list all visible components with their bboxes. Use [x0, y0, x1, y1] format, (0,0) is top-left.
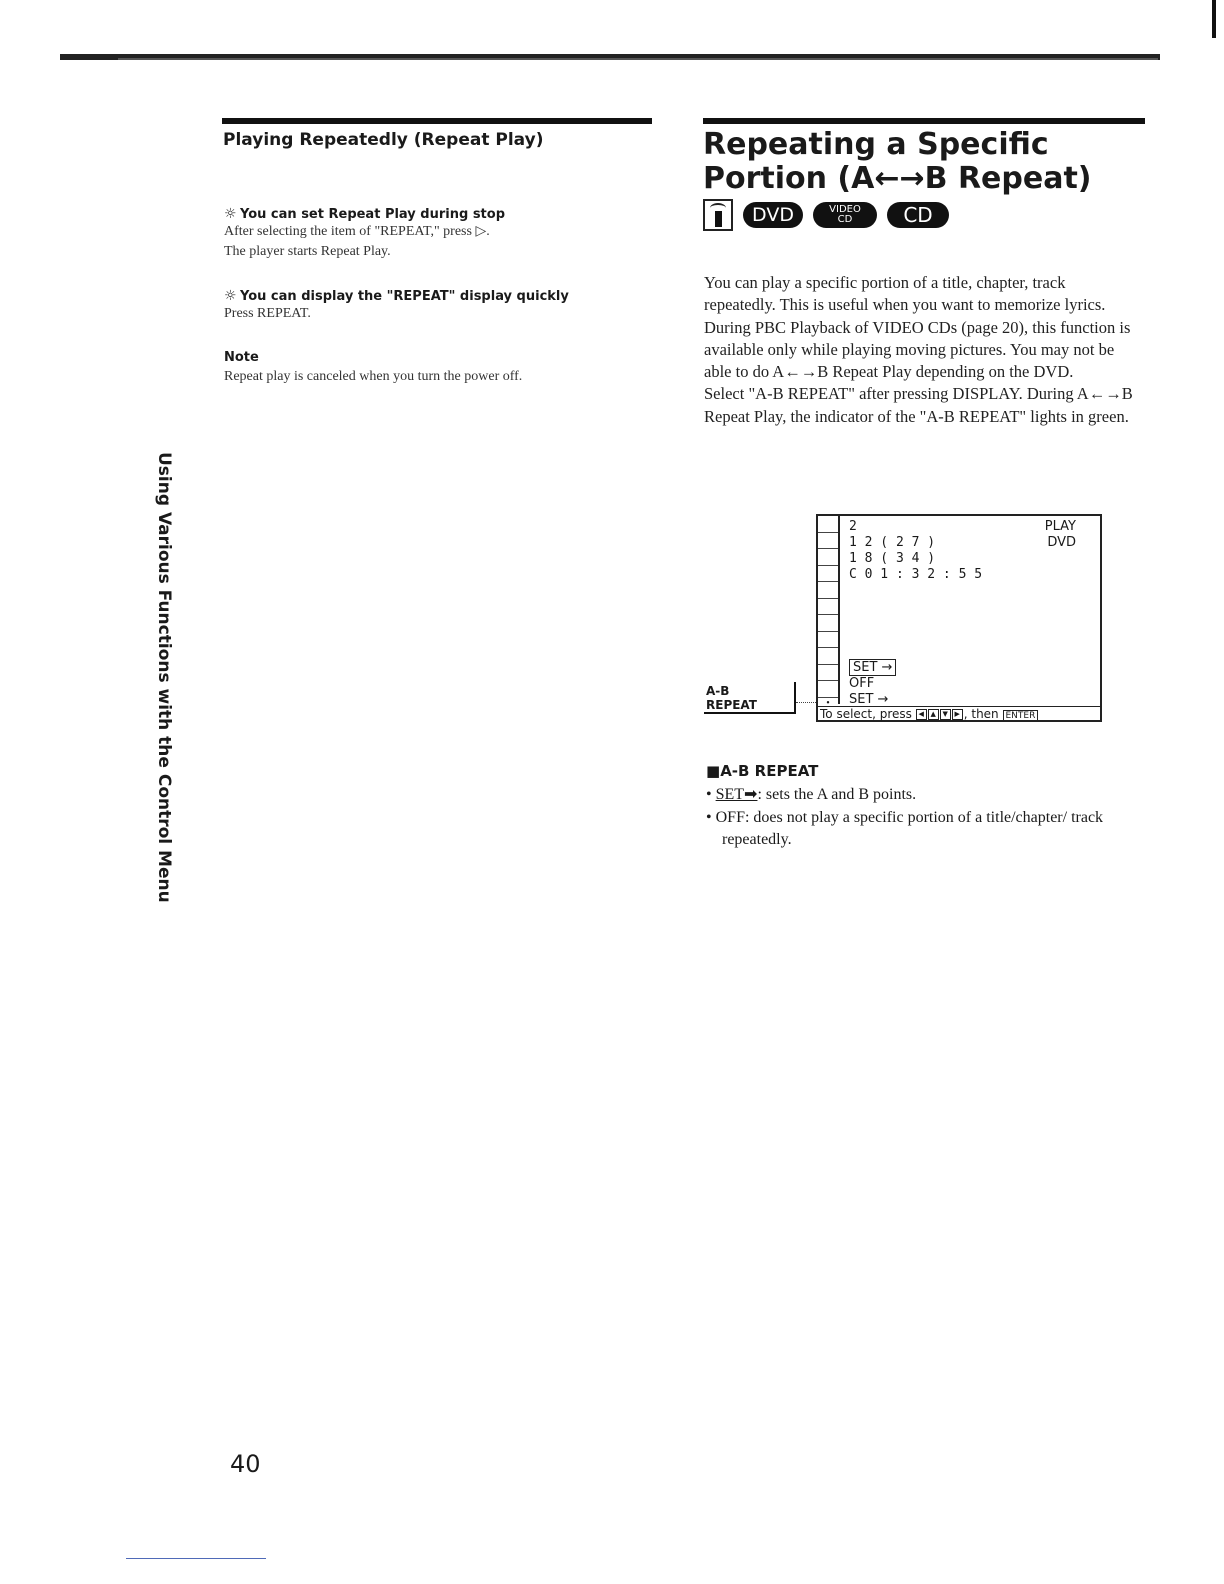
square-bullet-icon: ■ [706, 762, 721, 780]
screen-disc-type: DVD [1047, 535, 1076, 550]
disc-badges [703, 198, 949, 232]
note-title: Note [224, 350, 259, 365]
screen-track: 1 8 ( 3 4 ) [849, 551, 936, 566]
callout-bracket [794, 682, 796, 714]
ab-repeat-heading [706, 762, 818, 780]
option-off[interactable]: OFF [849, 676, 875, 691]
left-section-rule [222, 118, 652, 124]
page-title-line2: Portion (A←→B Repeat) [703, 161, 1092, 196]
hint-display [224, 288, 654, 324]
hint-display-line1: Press REPEAT. [224, 306, 311, 321]
ab-repeat-callout [706, 684, 757, 712]
option-set[interactable]: SET → [849, 692, 889, 707]
screen-footer [818, 706, 1102, 724]
screen-status: PLAY [1044, 519, 1076, 534]
left-subheading: Playing Repeatedly (Repeat Play) [223, 130, 544, 150]
set-description: : sets the A and B points. [757, 786, 917, 803]
footer-prefix: To select, press [820, 707, 912, 721]
paragraph: You can play a specific portion of a title, chapter, track repeatedly. This is useful when you want to memorize lyrics. [704, 273, 1106, 315]
callout-dots [796, 702, 816, 704]
body-text [704, 272, 1134, 428]
tip-bulb-icon: ☼ [224, 206, 237, 222]
down-arrow-key-icon: ▼ [940, 709, 951, 720]
side-tab-text: Using Various Functions with the Control Menu [154, 452, 174, 903]
screen-time: C 0 1 : 3 2 : 5 5 [849, 567, 983, 582]
enter-key: ENTER [1003, 710, 1039, 722]
video-cd-badge-top: VIDEO [829, 204, 861, 215]
note-block [224, 350, 654, 387]
set-term: SET➡ [715, 786, 758, 803]
off-description: OFF: does not play a specific portion of a title/chapter/ track repeatedly. [715, 808, 1104, 848]
screen-chapter: 1 2 ( 2 7 ) [849, 535, 936, 550]
edge-mark [1212, 0, 1216, 38]
left-arrow-key-icon: ◀ [916, 709, 927, 720]
control-menu-screen [816, 514, 1102, 722]
screen-title-number: 2 [849, 519, 857, 534]
tip-bulb-icon: ☼ [224, 288, 237, 304]
hint-stop-line2: The player starts Repeat Play. [224, 244, 391, 259]
hint-stop [224, 206, 654, 262]
hint-stop-title-text: You can set Repeat Play during stop [240, 207, 506, 222]
page-title [703, 128, 1092, 196]
cd-badge: CD [887, 202, 949, 228]
side-tab [150, 452, 180, 903]
paragraph: During PBC Playback of VIDEO CDs (page 20), this function is available only while playing moving pictures. You may not be able to do A←→B Repeat Play depending on the DVD. [704, 317, 1131, 382]
callout-line2: REPEAT [706, 698, 757, 712]
option-set-selected[interactable]: SET → [849, 660, 896, 676]
hint-display-title-text: You can display the "REPEAT" display quickly [240, 289, 569, 304]
remote-icon [703, 199, 733, 231]
video-cd-badge-bottom: CD [837, 214, 853, 225]
right-arrow-key-icon: ▶ [952, 709, 963, 720]
hint-stop-title [224, 206, 654, 222]
top-rule-thin [118, 58, 1158, 60]
dvd-badge: DVD [743, 202, 803, 228]
list-item: • OFF: does not play a specific portion of a title/chapter/ track repeatedly. [706, 808, 1104, 848]
right-section-rule [703, 118, 1145, 124]
video-cd-badge [813, 202, 877, 228]
menu-icon-column: • [818, 516, 840, 704]
callout-line1: A-B [706, 684, 730, 698]
ab-repeat-heading-text: A-B REPEAT [720, 762, 819, 780]
bottom-rule [126, 1558, 266, 1559]
list-item: • SET➡: sets the A and B points. [706, 786, 917, 803]
page-title-line1: Repeating a Specific [703, 127, 1049, 162]
hint-display-title [224, 288, 654, 304]
callout-leader [704, 712, 796, 714]
footer-then: , then [963, 707, 999, 721]
hint-stop-line1: After selecting the item of "REPEAT," press ▷. [224, 224, 490, 239]
ab-options-list [706, 784, 1146, 852]
note-text: Repeat play is canceled when you turn the power off. [224, 369, 523, 384]
page-number: 40 [230, 1450, 261, 1478]
up-arrow-key-icon: ▲ [928, 709, 939, 720]
paragraph: Select "A-B REPEAT" after pressing DISPLAY. During A←→B Repeat Play, the indicator of the "A-B REPEAT" lights in green. [704, 384, 1133, 426]
